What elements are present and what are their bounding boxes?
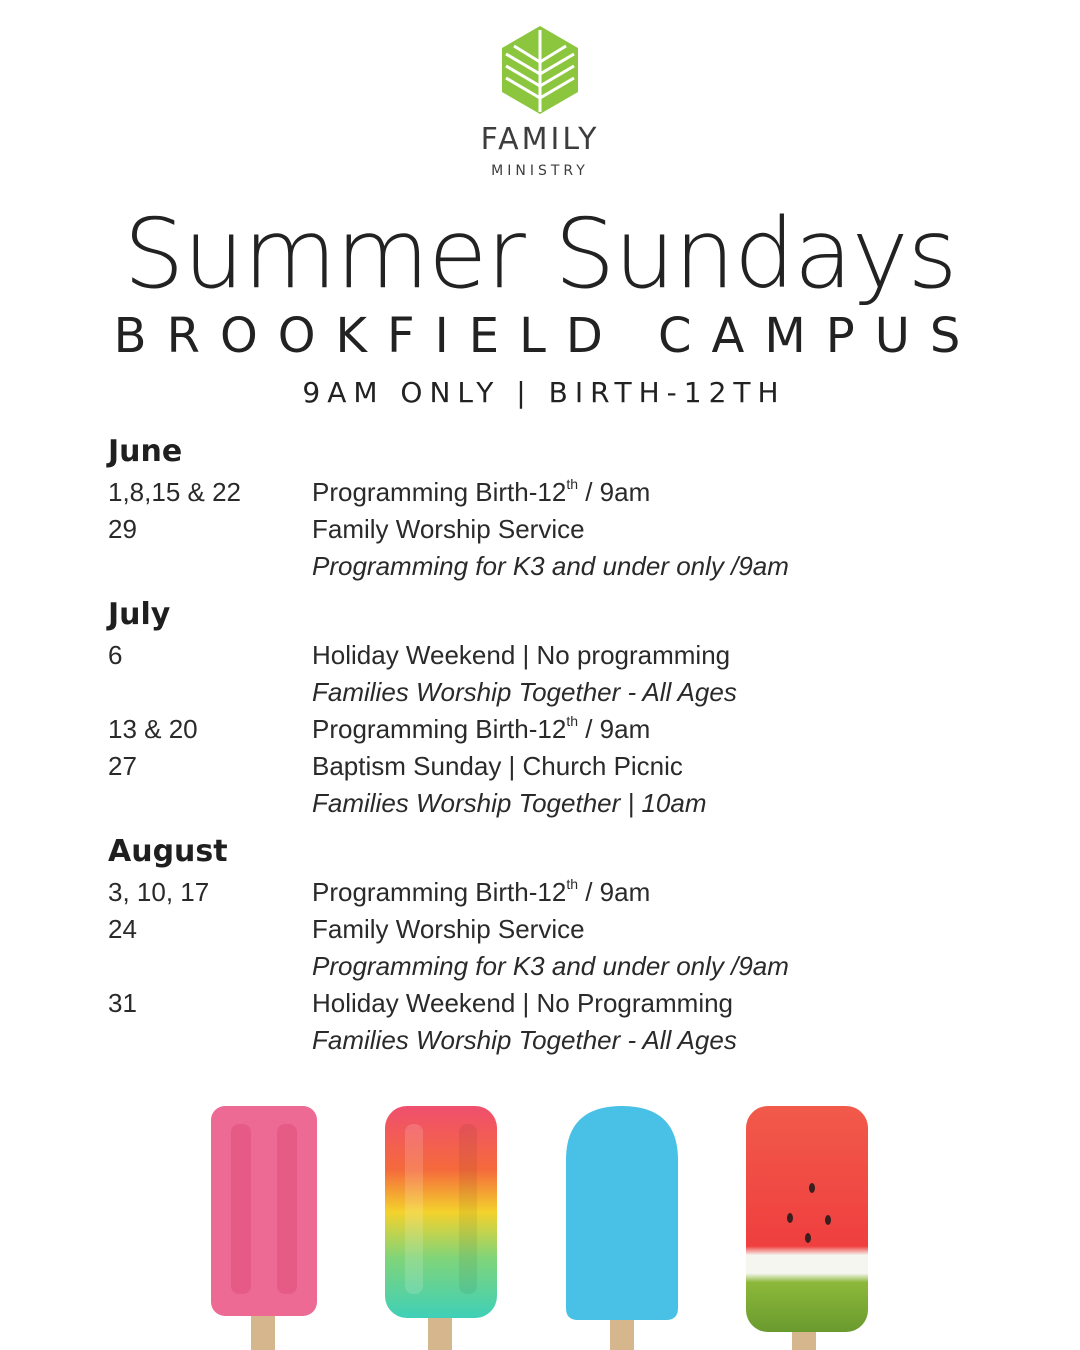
schedule-description bbox=[312, 474, 1008, 511]
campus-heading: BROOKFIELD CAMPUS bbox=[113, 308, 981, 364]
schedule-row bbox=[108, 474, 1008, 511]
schedule-description bbox=[312, 674, 1008, 711]
description-time: / 9am bbox=[578, 877, 651, 907]
schedule-row bbox=[108, 674, 1008, 711]
schedule-row bbox=[108, 748, 1008, 785]
schedule-date: 31 bbox=[108, 988, 137, 1018]
schedule bbox=[108, 430, 1008, 1059]
schedule-date: 6 bbox=[108, 640, 123, 670]
watermelon-popsicle-icon bbox=[746, 1106, 868, 1350]
schedule-row bbox=[108, 1022, 1008, 1059]
month-heading-june: June bbox=[108, 434, 183, 469]
description-text: Programming Birth-12 bbox=[312, 477, 567, 507]
schedule-row bbox=[108, 548, 1008, 585]
schedule-description bbox=[312, 548, 1008, 585]
schedule-date: 24 bbox=[108, 914, 137, 944]
description-time: / 9am bbox=[578, 714, 651, 744]
description-text: Programming for K3 and under only /9am bbox=[312, 951, 789, 981]
schedule-date bbox=[108, 548, 312, 585]
description-text: Baptism Sunday | Church Picnic bbox=[312, 751, 683, 781]
schedule-description bbox=[312, 511, 1008, 548]
pink-popsicle-icon bbox=[211, 1106, 317, 1350]
description-text: Holiday Weekend | No programming bbox=[312, 640, 731, 670]
rainbow-popsicle-icon bbox=[385, 1106, 497, 1350]
popsicle-illustrations bbox=[0, 1100, 1080, 1350]
schedule-date: 29 bbox=[108, 514, 137, 544]
month-heading-august: August bbox=[108, 834, 228, 869]
description-text: Programming Birth-12 bbox=[312, 877, 567, 907]
service-subtitle: 9AM ONLY | BIRTH-12TH bbox=[302, 376, 786, 409]
page-title: Summer Sundays bbox=[123, 198, 957, 310]
schedule-date: 27 bbox=[108, 751, 137, 781]
logo-ministry-text: MINISTRY bbox=[491, 163, 589, 179]
blue-popsicle-icon bbox=[566, 1106, 678, 1350]
schedule-description bbox=[312, 637, 1008, 674]
schedule-description bbox=[312, 985, 1008, 1022]
schedule-row bbox=[108, 511, 1008, 548]
schedule-description bbox=[312, 874, 1008, 911]
description-text: Programming Birth-12 bbox=[312, 714, 567, 744]
schedule-row bbox=[108, 911, 1008, 948]
schedule-row bbox=[108, 711, 1008, 748]
ordinal-suffix: th bbox=[566, 476, 578, 492]
description-text: Holiday Weekend | No Programming bbox=[312, 988, 734, 1018]
schedule-date bbox=[108, 785, 312, 822]
schedule-description bbox=[312, 711, 1008, 748]
schedule-row bbox=[108, 948, 1008, 985]
ordinal-suffix: th bbox=[566, 876, 578, 892]
schedule-description bbox=[312, 911, 1008, 948]
schedule-date bbox=[108, 948, 312, 985]
month-heading-july: July bbox=[108, 597, 171, 632]
schedule-row bbox=[108, 874, 1008, 911]
schedule-row bbox=[108, 637, 1008, 674]
schedule-description bbox=[312, 785, 1008, 822]
description-text: Families Worship Together - All Ages bbox=[312, 677, 737, 707]
ordinal-suffix: th bbox=[566, 713, 578, 729]
description-text: Families Worship Together | 10am bbox=[312, 788, 707, 818]
description-text: Programming for K3 and under only /9am bbox=[312, 551, 789, 581]
schedule-description bbox=[312, 1022, 1008, 1059]
schedule-date bbox=[108, 674, 312, 711]
family-ministry-logo-icon bbox=[500, 24, 580, 116]
logo-family-text: FAMILY bbox=[480, 122, 600, 157]
description-text: Families Worship Together - All Ages bbox=[312, 1025, 737, 1055]
description-text: Family Worship Service bbox=[312, 914, 585, 944]
schedule-date bbox=[108, 1022, 312, 1059]
schedule-date: 1,8,15 & 22 bbox=[108, 477, 241, 507]
schedule-description bbox=[312, 748, 1008, 785]
description-text: Family Worship Service bbox=[312, 514, 585, 544]
schedule-description bbox=[312, 948, 1008, 985]
schedule-date: 3, 10, 17 bbox=[108, 877, 210, 907]
schedule-row bbox=[108, 985, 1008, 1022]
schedule-row bbox=[108, 785, 1008, 822]
description-time: / 9am bbox=[578, 477, 651, 507]
schedule-date: 13 & 20 bbox=[108, 714, 198, 744]
